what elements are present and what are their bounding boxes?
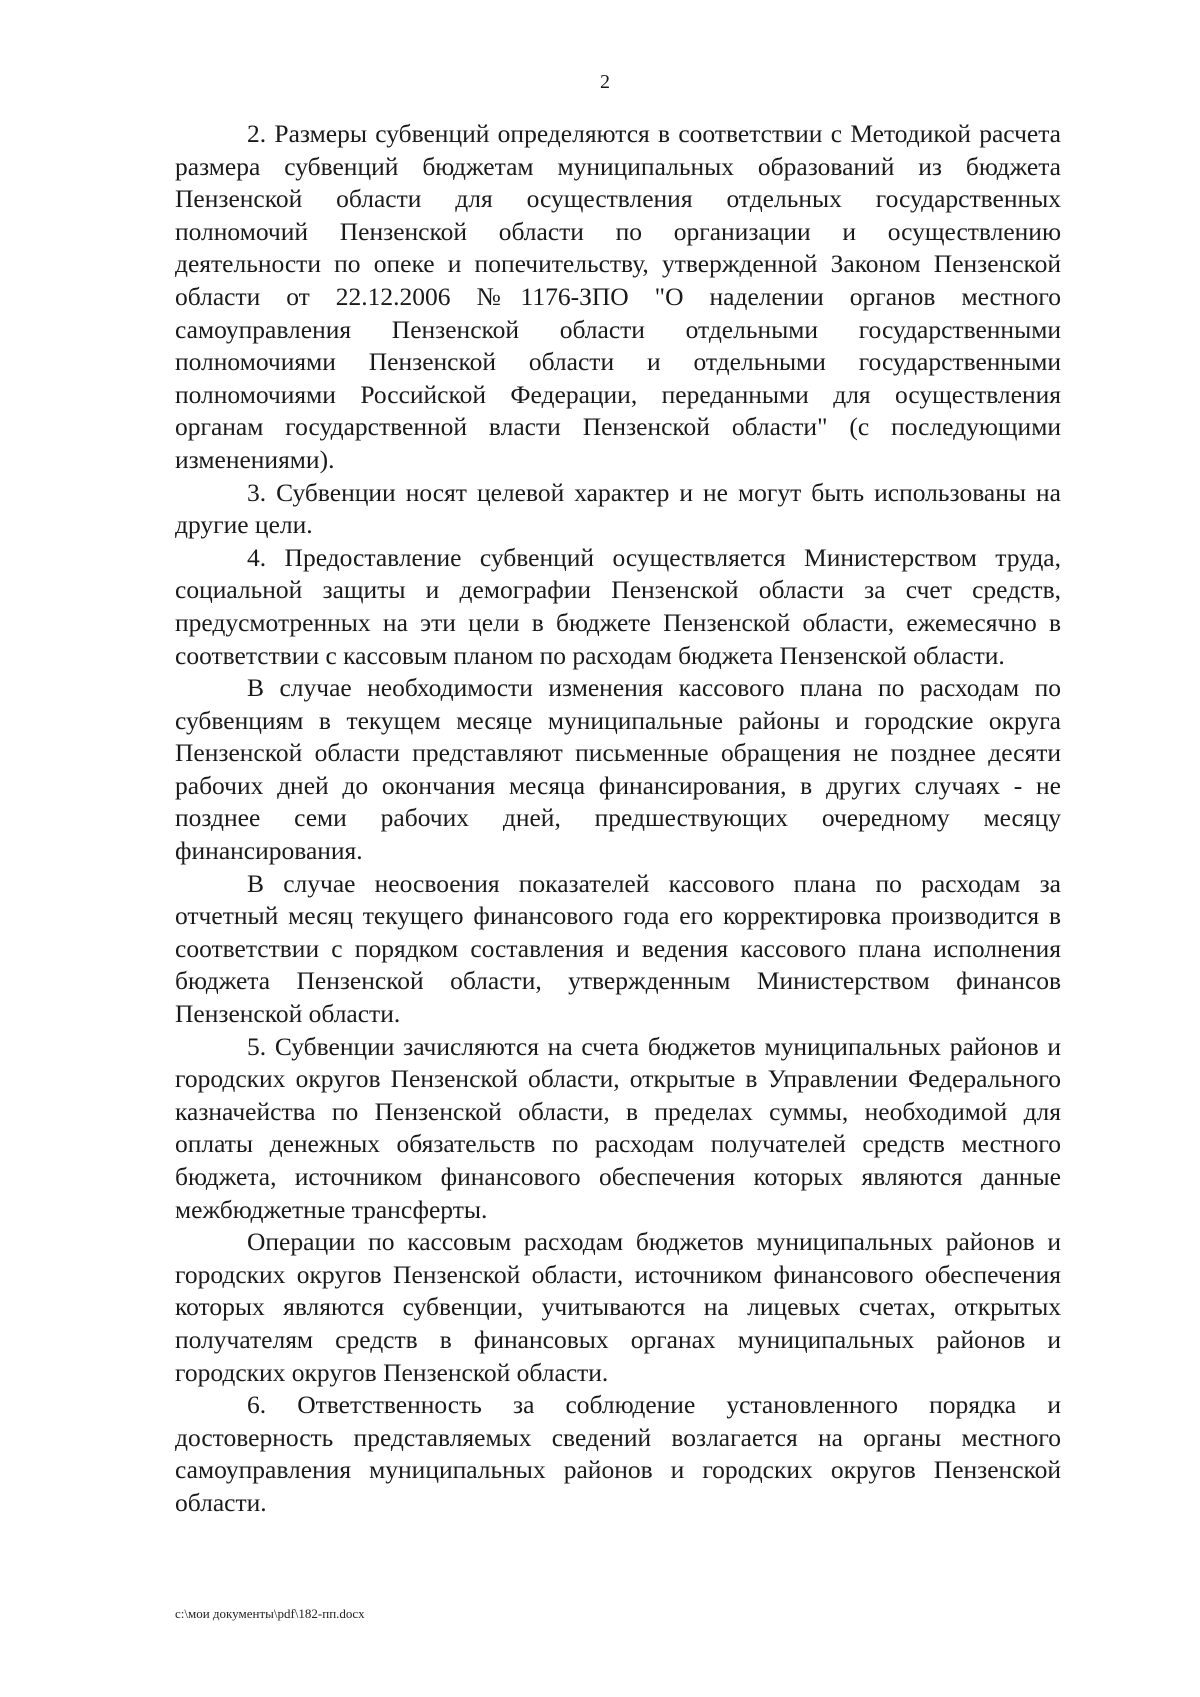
paragraph-item-6: 6. Ответственность за соблюдение установленного порядка и достоверность представляемых сведений возлагается на органы местного самоуправления муниципальных районов и городских округов Пензенской области. — [175, 1390, 1061, 1517]
paragraph-cash-operations: Операции по кассовым расходам бюджетов муниципальных районов и городских округов Пензенской области, источником финансового обеспечения которых являются субвенции, учитываются на лицевых счетах, открытых получателям средств в финансовых органах муниципальных районов и городских округов Пензенской области. — [175, 1227, 1061, 1387]
paragraph-item-5: 5. Субвенции зачисляются на счета бюджетов муниципальных районов и городских округов Пензенской области, открытые в Управлении Федерального казначейства по Пензенской области, в пределах суммы, необходимой для оплаты денежных обязательств по расходам получателей средств местного бюджета, источником финансового обеспечения которых являются данные межбюджетные трансферты. — [175, 1031, 1061, 1224]
paragraph-cash-plan-correction: В случае неосвоения показателей кассового плана по расходам за отчетный месяц текущего финансового года его корректировка производится в соответствии с порядком составления и ведения кассового плана исполнения бюджета Пензенской области, утвержденным Министерством финансов Пензенской области. — [175, 868, 1061, 1029]
footer-file-path: c:\мои документы\pdf\182-пп.docx — [175, 1606, 365, 1621]
paragraph-cash-plan-change: В случае необходимости изменения кассового плана по расходам по субвенциям в текущем месяце муниципальные районы и городские округа Пензенской области представляют письменные обращения не позднее десяти рабочих дней до окончания месяца финансирования, в других случаях - не позднее семи рабочих дней, предшествующих очередному месяцу финансирования. — [175, 673, 1061, 866]
document-body — [175, 118, 1061, 1520]
paragraph-item-3: 3. Субвенции носят целевой характер и не могут быть использованы на другие цели. — [175, 477, 1061, 540]
paragraph-item-4: 4. Предоставление субвенций осуществляется Министерством труда, социальной защиты и демографии Пензенской области за счет средств, предусмотренных на эти цели в бюджете Пензенской области, ежемесячно в соответствии с кассовым планом по расходам бюджета Пензенской области. — [175, 542, 1061, 670]
paragraph-item-2: 2. Размеры субвенций определяются в соответствии с Методикой расчета размера субвенций бюджетам муниципальных образований из бюджета Пензенской области для осуществления отдельных государственных полномочий Пензенской области по организации и осуществлению деятельности по опеке и попечительству, утвержденной Законом Пензенской области от 22.12.2006 №1176-ЗПО "О наделении органов местного самоуправления Пензенской области отдельными государственными полномочиями Пензенской области и отдельными государственными полномочиями Российской Федерации, переданными для осуществления органам государственной власти Пензенской области" (с последующими изменениями). — [175, 119, 1061, 474]
page-number: 2 — [600, 71, 610, 93]
